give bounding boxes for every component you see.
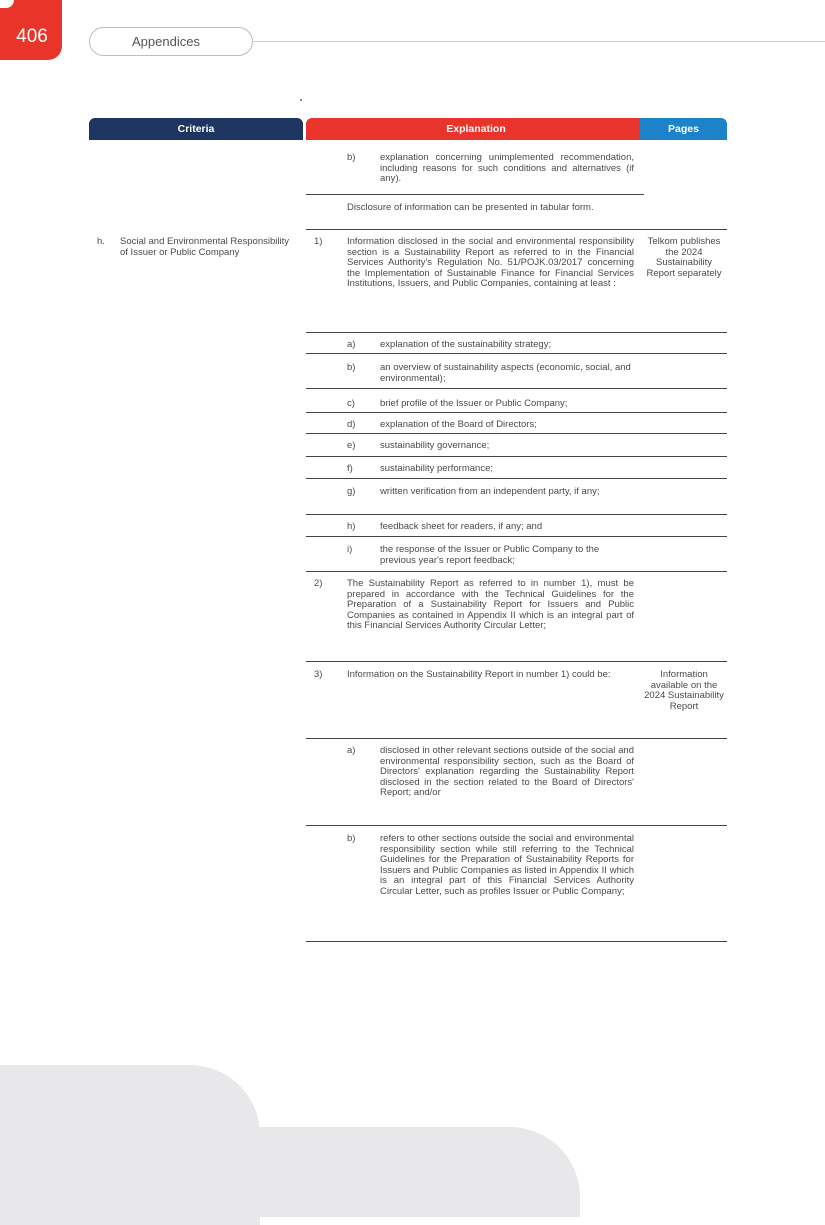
item-label: a) — [347, 745, 356, 756]
item-label: i) — [347, 544, 353, 555]
item-text: the response of the Issuer or Public Company to the previous year's report feedback; — [380, 544, 600, 566]
item-text: sustainability governance; — [380, 440, 490, 451]
row-divider — [306, 229, 727, 230]
criteria-letter: h. — [97, 236, 105, 247]
criteria-header: Criteria — [89, 118, 303, 140]
row-divider — [306, 941, 727, 942]
item-text: The Sustainability Report as referred to in number 1), must be prepared in accordance with the Technical Guidelines for the Preparation of a Sustainability Report for Issuers and Public Companies as contained in Appendix II which is an integral part of this Financial Services Authority Circular Letter; — [347, 578, 634, 632]
item-number: 1) — [314, 236, 323, 247]
pages-reference: Telkom publishes the 2024 Sustainability Report separately — [646, 236, 722, 279]
item-text: explanation of the Board of Directors; — [380, 419, 537, 430]
row-divider — [306, 456, 727, 457]
tabular-note: Disclosure of information can be presented in tabular form. — [347, 202, 594, 213]
row-divider — [306, 433, 727, 434]
item-label: b) — [347, 152, 356, 163]
item-label: c) — [347, 398, 355, 409]
row-divider — [306, 353, 727, 354]
item-label: h) — [347, 521, 356, 532]
row-divider — [306, 514, 727, 515]
row-divider — [306, 571, 727, 572]
row-divider — [306, 412, 727, 413]
item-number: 3) — [314, 669, 323, 680]
row-divider — [306, 738, 727, 739]
item-text: Information on the Sustainability Report in number 1) could be: — [347, 669, 611, 680]
pages-reference: Information available on the 2024 Sustainability Report — [644, 669, 724, 712]
criteria-text: Social and Environmental Responsibility of Issuer or Public Company — [120, 236, 289, 258]
item-text: explanation of the sustainability strategy; — [380, 339, 552, 350]
item-text: explanation concerning unimplemented recommendation, including reasons for such conditions and alternatives (if any). — [380, 152, 634, 185]
row-divider — [306, 478, 727, 479]
page-number: 406 — [16, 26, 48, 47]
item-label: g) — [347, 486, 356, 497]
item-label: b) — [347, 362, 356, 373]
stray-dot — [300, 99, 302, 101]
item-text: feedback sheet for readers, if any; and — [380, 521, 543, 532]
item-text: brief profile of the Issuer or Public Company; — [380, 398, 568, 409]
row-divider — [306, 825, 727, 826]
item-text: disclosed in other relevant sections outside of the social and environmental responsibility section, such as the Board of Directors' explanation regarding the Sustainability Report disclosed in the section related to the Board of Directors' Report; and/or — [380, 745, 634, 799]
explanation-header: Explanation — [306, 118, 646, 140]
page-number-tab — [0, 0, 62, 60]
item-text: sustainability performance; — [380, 463, 493, 474]
row-divider — [306, 661, 727, 662]
header-divider — [253, 41, 825, 42]
item-text: refers to other sections outside the social and environmental responsibility section while still referring to the Technical Guidelines for the Preparation of Sustainability Reports for Issuers and Public Companies as listed in Appendix II which is an integral part of this Financial Services Authority Circular Letter, such as profiles Issuer or Public Company; — [380, 833, 634, 897]
item-text: an overview of sustainability aspects (economic, social, and environmental); — [380, 362, 631, 384]
row-divider — [306, 536, 727, 537]
footer-shape — [200, 1127, 580, 1217]
item-label: d) — [347, 419, 356, 430]
item-text: Information disclosed in the social and environmental responsibility section is a Sustainability Report as referred to in the Financial Services Authority's Regulation No. 51/POJK.03/2017 concerning the Implementation of Sustainable Finance for Financial Services Institutions, Issuers, and Public Companies, containing at least : — [347, 236, 634, 290]
tab-notch — [0, 0, 14, 8]
item-number: 2) — [314, 578, 323, 589]
item-label: f) — [347, 463, 353, 474]
item-text: written verification from an independent party, if any; — [380, 486, 600, 497]
item-label: e) — [347, 440, 356, 451]
row-divider — [306, 332, 727, 333]
section-label: Appendices — [89, 27, 253, 56]
item-label: a) — [347, 339, 356, 350]
pages-header: Pages — [640, 118, 727, 140]
row-divider — [306, 388, 727, 389]
row-divider — [306, 194, 644, 195]
item-label: b) — [347, 833, 356, 844]
